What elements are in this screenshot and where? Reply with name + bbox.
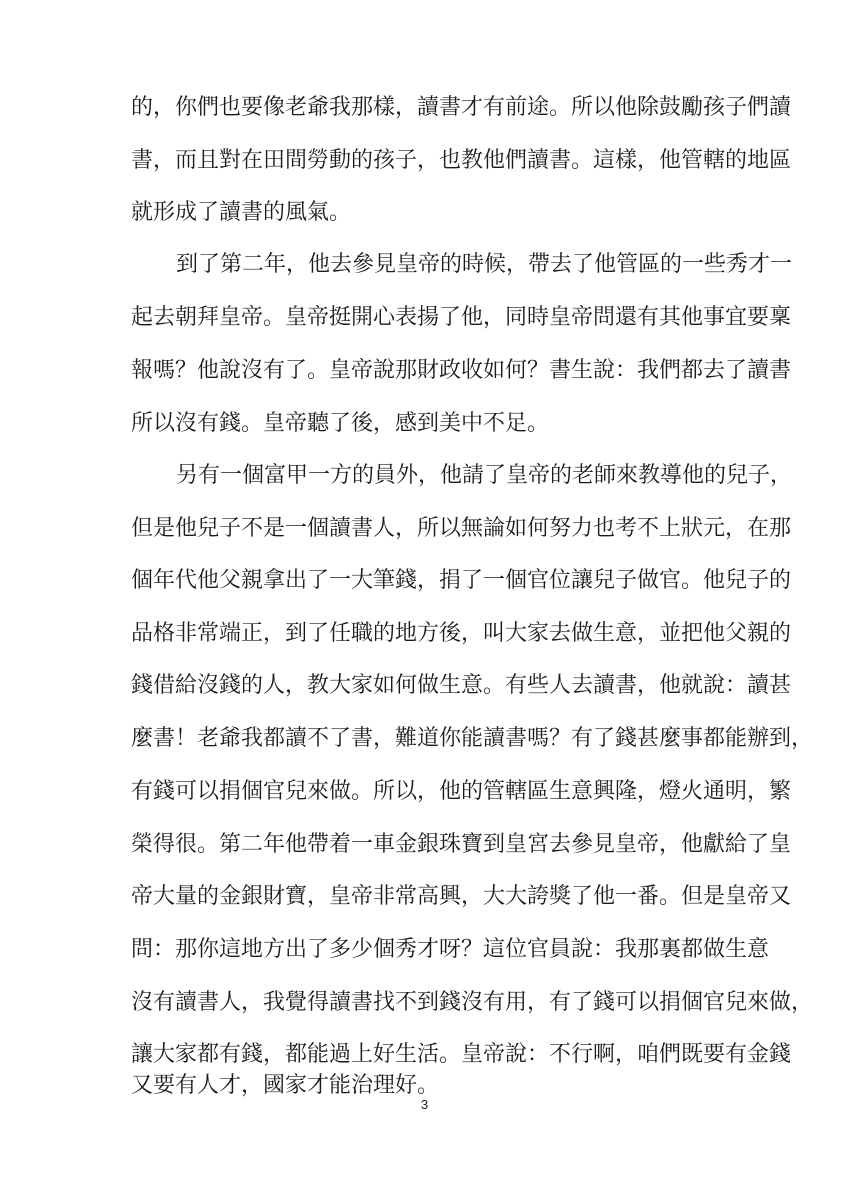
text-line: 書，而且對在田間勞動的孩子，也教他們讀書。這樣，他管轄的地區 [131,148,792,173]
text-line: 帝大量的金銀財寶，皇帝非常高興，大大誇獎了他一番。但是皇帝又 [131,884,792,909]
text-line: 另有一個富甲一方的員外，他請了皇帝的老師來教導他的兒子， [176,463,793,488]
text-line: 但是他兒子不是一個讀書人，所以無論如何努力也考不上狀元，在那 [131,516,792,541]
text-line: 所以沒有錢。皇帝聽了後，感到美中不足。 [131,411,550,436]
text-line: 起去朝拜皇帝。皇帝挺開心表揚了他，同時皇帝問還有其他事宜要稟 [131,305,792,330]
text-line: 品格非常端正，到了任職的地方後，叫大家去做生意，並把他父親的 [131,621,792,646]
text-line: 有錢可以捐個官兒來做。所以，他的管轄區生意興隆，燈火通明，繁 [131,779,792,804]
text-line: 讓大家都有錢，都能過上好生活。皇帝說：不行啊，咱們既要有金錢 [131,1042,792,1067]
text-line: 到了第二年，他去參見皇帝的時候，帶去了他管區的一些秀才一 [176,252,793,277]
text-line: 報嗎？他說沒有了。皇帝說那財政收如何？書生說：我們都去了讀書 [131,358,792,383]
text-line: 錢借給沒錢的人，教大家如何做生意。有些人去讀書，他就說：讀甚 [131,673,792,698]
page-number: 3 [420,1097,429,1112]
text-line: 麼書！老爺我都讀不了書，難道你能讀書嗎？有了錢甚麼事都能辦到， [131,726,814,751]
text-line: 個年代他父親拿出了一大筆錢，捐了一個官位讓兒子做官。他兒子的 [131,568,792,593]
text-line: 的，你們也要像老爺我那樣，讀書才有前途。所以他除鼓勵孩子們讀 [131,95,792,120]
text-line: 問：那你這地方出了多少個秀才呀？這位官員說：我那裏都做生意 [131,937,770,962]
text-line: 就形成了讀書的風氣。 [131,200,352,225]
text-line: 又要有人才，國家才能治理好。 [131,1073,440,1098]
text-line: 榮得很。第二年他帶着一車金銀珠寶到皇宮去參見皇帝，他獻給了皇 [131,832,792,857]
text-line: 沒有讀書人，我覺得讀書找不到錢沒有用，有了錢可以捐個官兒來做， [131,990,814,1015]
